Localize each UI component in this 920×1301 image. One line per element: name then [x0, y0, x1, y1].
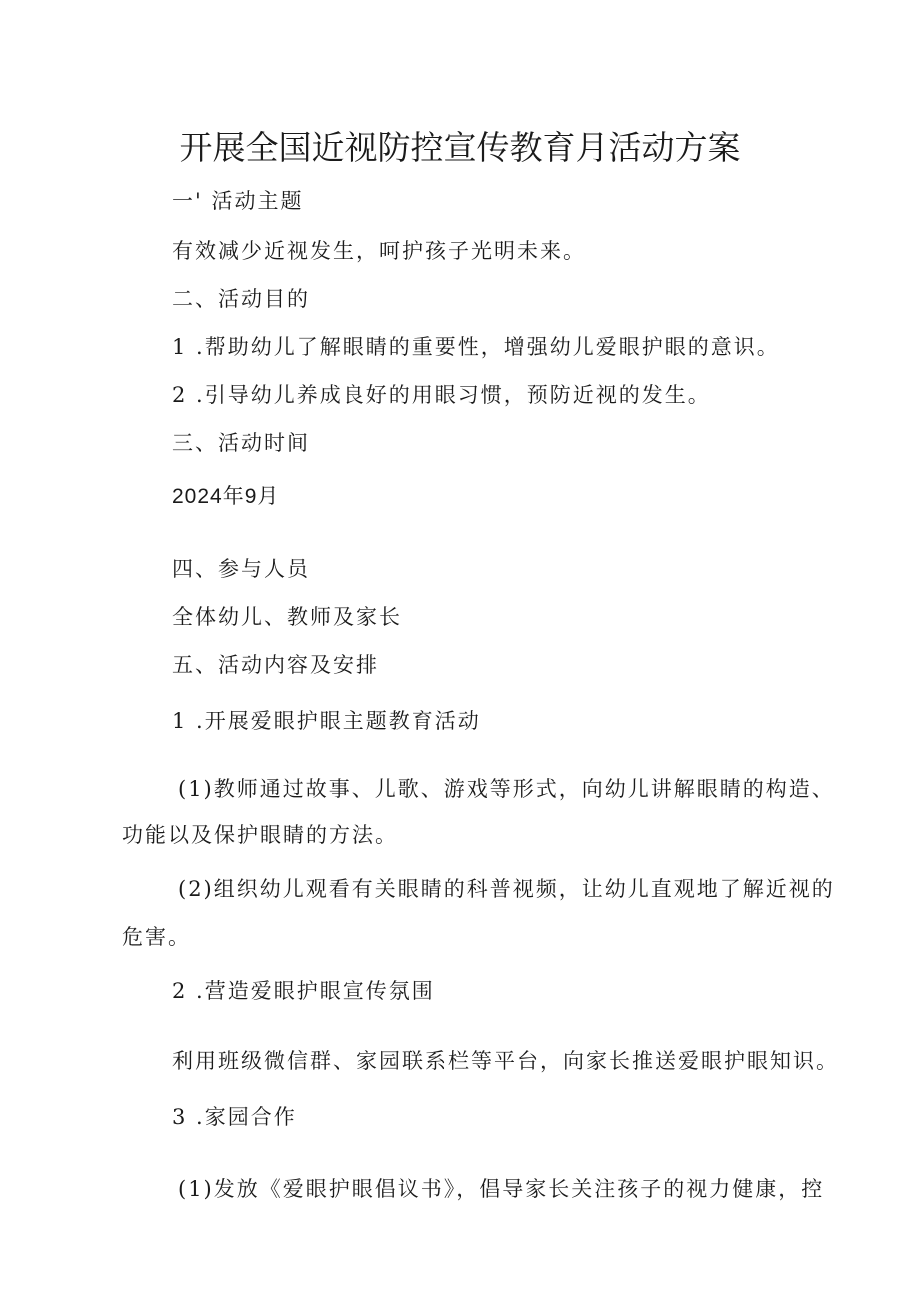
list-item-education-2-cont: 危害。 [122, 925, 191, 949]
list-item-cooperation-1: (1)发放《爱眼护眼倡议书》，倡导家长关注孩子的视力健康，控 [178, 1177, 825, 1201]
subsection-heading-atmosphere: 2 .营造爱眼护眼宣传氛围 [172, 979, 435, 1003]
section-heading-content: 五、活动内容及安排 [172, 653, 379, 677]
document-title: 开展全国近视防控宣传教育月活动方案 [179, 128, 741, 167]
subsection-heading-cooperation: 3 .家园合作 [172, 1105, 297, 1129]
subsection-heading-education: 1 .开展爱眼护眼主题教育活动 [172, 709, 481, 733]
paragraph-atmosphere: 利用班级微信群、家园联系栏等平台，向家长推送爱眼护眼知识。 [172, 1049, 839, 1073]
section-heading-purpose: 二、活动目的 [172, 287, 310, 311]
list-item-education-2: (2)组织幼儿观看有关眼睛的科普视频，让幼儿直观地了解近视的 [178, 877, 835, 901]
section-heading-time: 三、活动时间 [172, 431, 310, 455]
section-heading-theme: 一' 活动主题 [172, 189, 304, 213]
section-heading-participants: 四、参与人员 [172, 557, 310, 581]
paragraph-time: 2024年9月 [172, 485, 280, 508]
list-item-education-1-cont: 功能以及保护眼睛的方法。 [122, 823, 398, 847]
list-item-education-1: (1)教师通过故事、儿歌、游戏等形式，向幼儿讲解眼睛的构造、 [178, 777, 835, 801]
list-item-purpose-1: 1 .帮助幼儿了解眼睛的重要性，增强幼儿爱眼护眼的意识。 [172, 335, 780, 359]
list-item-purpose-2: 2 .引导幼儿养成良好的用眼习惯，预防近视的发生。 [172, 383, 711, 407]
paragraph-theme: 有效减少近视发生，呵护孩子光明未来。 [172, 239, 586, 263]
paragraph-participants: 全体幼儿、教师及家长 [172, 605, 402, 629]
